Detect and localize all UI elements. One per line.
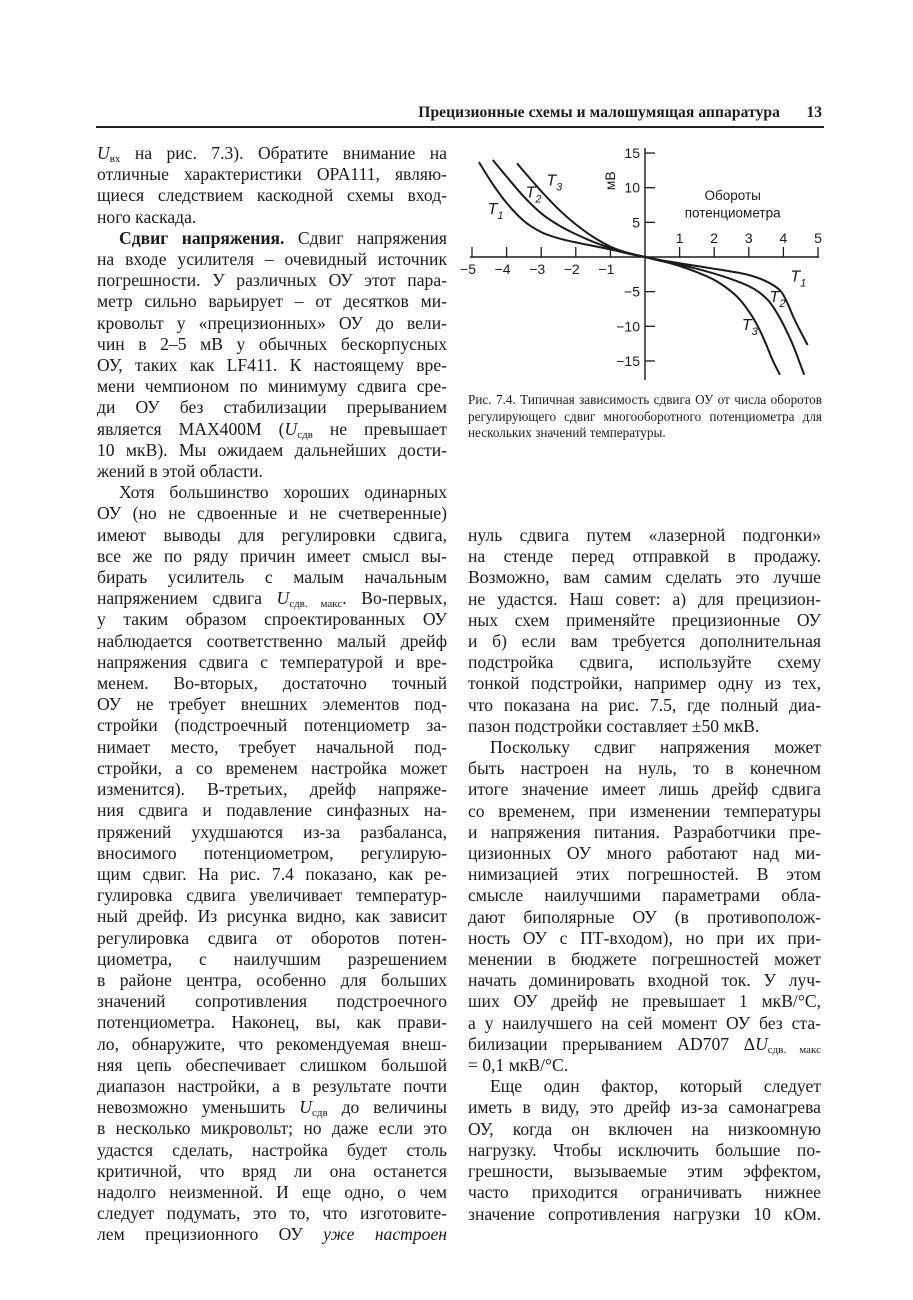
text-run: нимизацией этих погрешностей. В этом bbox=[468, 864, 821, 885]
paragraph bbox=[468, 525, 821, 737]
x-tick-label: 1 bbox=[675, 230, 684, 246]
text-run: и б) если вам требуется дополнительная bbox=[468, 631, 821, 652]
text-line bbox=[97, 779, 447, 800]
right-column bbox=[468, 525, 821, 1225]
x-axis-label: потенциометра bbox=[684, 205, 781, 221]
text-run: U bbox=[276, 588, 290, 609]
text-line bbox=[97, 715, 447, 736]
text-line bbox=[97, 249, 447, 270]
text-line bbox=[468, 546, 821, 567]
text-line bbox=[97, 588, 447, 609]
text-run: U bbox=[755, 1033, 768, 1054]
x-tick-label: 4 bbox=[779, 230, 788, 246]
text-line bbox=[468, 1013, 821, 1034]
text-line bbox=[97, 737, 447, 758]
text-line bbox=[97, 525, 447, 546]
text-run: не удастся. Наш совет: а) для прецизион- bbox=[468, 588, 821, 609]
text-line bbox=[468, 1097, 821, 1118]
text-run: уже настроен bbox=[323, 1224, 447, 1245]
y-tick-label: −5 bbox=[624, 283, 640, 300]
labels bbox=[488, 171, 807, 337]
page-header bbox=[96, 102, 824, 128]
text-run: вносимого потенциометром, регулирую- bbox=[97, 842, 447, 863]
text-run: ших ОУ дрейф не превышает 1 мкВ/°С, bbox=[468, 991, 821, 1012]
text-run: менем. Во-вторых, достаточно точный bbox=[97, 673, 447, 694]
text-line bbox=[97, 758, 447, 779]
subscript: сдв. макс bbox=[767, 1043, 821, 1056]
text-run: и напряжения питания. Разработчики пре- bbox=[468, 821, 821, 842]
text-run: изменится). В-третьих, дрейф напряже- bbox=[97, 779, 447, 800]
text-line bbox=[468, 652, 821, 673]
y-tick-label: −15 bbox=[616, 352, 640, 369]
x-tick-label: −1 bbox=[598, 261, 615, 277]
text-run: регулировка сдвига от оборотов потен- bbox=[97, 927, 447, 948]
text-run: ло, обнаружите, что рекомендуемая внеш- bbox=[97, 1033, 447, 1054]
text-run: напряжением сдвига bbox=[97, 588, 277, 609]
text-run: наблюдается соответственно малый дрейф bbox=[97, 630, 447, 651]
text-line bbox=[97, 567, 447, 588]
text-line bbox=[468, 907, 821, 928]
text-line bbox=[97, 482, 447, 503]
text-run: ния сдвига и подавление синфазных на- bbox=[97, 800, 447, 821]
text-run: ных схем применяйте прецизионные ОУ bbox=[468, 609, 821, 630]
offset-vs-turns-chart bbox=[460, 140, 830, 380]
text-run: чин в 2–5 мВ у обычных бескорпусных bbox=[97, 333, 447, 354]
text-run: пряжений ухудшаются из-за разбаланса, bbox=[97, 821, 447, 842]
text-line bbox=[97, 291, 447, 312]
curve-label-subscript: 2 bbox=[779, 298, 786, 311]
subscript: вх bbox=[109, 153, 121, 165]
text-run: щиеся следствием каскодной схемы вход- bbox=[97, 185, 447, 206]
text-line bbox=[97, 376, 447, 397]
paragraph bbox=[97, 482, 447, 1245]
x-tick-label: −3 bbox=[529, 261, 546, 277]
curve-label-subscript: 1 bbox=[800, 277, 807, 290]
text-line bbox=[468, 1055, 821, 1076]
text-line bbox=[468, 567, 821, 588]
text-line bbox=[97, 313, 447, 334]
text-run: Сдвиг напряжения bbox=[284, 227, 447, 248]
text-line bbox=[97, 800, 447, 821]
figure-7-4 bbox=[460, 140, 830, 380]
text-run: щим сдвиг. На рис. 7.4 показано, как ре- bbox=[97, 863, 447, 884]
x-tick-label: 3 bbox=[744, 230, 753, 246]
text-run: у таким образом спроектированных ОУ bbox=[97, 609, 447, 630]
curve-label-t3 bbox=[546, 173, 563, 194]
text-line bbox=[468, 1034, 821, 1055]
text-line bbox=[468, 695, 821, 716]
left-column bbox=[97, 143, 447, 1246]
text-run: ОУ, когда он включен на низкоомную bbox=[468, 1118, 821, 1139]
text-line bbox=[97, 440, 447, 461]
text-run: грешности, вызываемые этим эффектом, bbox=[468, 1161, 821, 1182]
text-line bbox=[97, 1118, 447, 1139]
text-run: значений сопротивления подстроечного bbox=[97, 991, 447, 1012]
text-run: иметь в виду, это дрейф из-за самонагрева bbox=[468, 1097, 821, 1118]
text-run: Поскольку сдвиг напряжения может bbox=[490, 737, 821, 758]
x-tick-label: −4 bbox=[494, 261, 511, 277]
text-line bbox=[468, 716, 821, 737]
text-run: в несколько микровольт; но даже если это bbox=[97, 1118, 447, 1139]
text-run: что показана на рис. 7.5, где полный диа- bbox=[468, 694, 821, 715]
text-line bbox=[468, 589, 821, 610]
text-run: потенциометра. Наконец, вы, как прави- bbox=[97, 1012, 447, 1033]
curve-label-main: T bbox=[525, 184, 536, 202]
text-run: имеют выводы для регулировки сдвига, bbox=[97, 524, 447, 545]
text-line bbox=[468, 758, 821, 779]
run-in-heading: Сдвиг напряжения. bbox=[119, 227, 285, 248]
curve-label-subscript: 3 bbox=[556, 181, 563, 194]
text-run: U bbox=[97, 143, 110, 163]
text-line bbox=[97, 1161, 447, 1182]
text-run: следует подумать, это то, что изготовите- bbox=[97, 1203, 447, 1224]
text-run: менении в бюджете погрешностей может bbox=[468, 949, 821, 970]
curve-label-main: T bbox=[741, 316, 752, 334]
text-run: цизионных ОУ много работают над ми- bbox=[468, 843, 821, 864]
text-line bbox=[468, 885, 821, 906]
text-line bbox=[97, 843, 447, 864]
x-tick-label: 5 bbox=[814, 230, 822, 246]
text-run: стройки (подстроечный потенциометр за- bbox=[97, 715, 447, 736]
text-run: лем прецизионного ОУ bbox=[97, 1224, 324, 1245]
text-run: = 0,1 мкВ/°С. bbox=[468, 1055, 569, 1076]
text-run: итоге значение имеет лишь дрейф сдвига bbox=[468, 779, 821, 800]
text-run: часто приходится ограничивать нижнее bbox=[468, 1182, 821, 1203]
text-line bbox=[468, 1119, 821, 1140]
y-tick-label: 10 bbox=[624, 179, 640, 196]
text-run: Еще один фактор, который следует bbox=[490, 1076, 821, 1097]
text-run: ный дрейф. Из рисунка видно, как зависит bbox=[97, 906, 447, 927]
y-tick-label: −10 bbox=[616, 318, 640, 335]
text-line bbox=[97, 207, 447, 228]
text-run: напряжения сдвига с температурой и вре- bbox=[97, 651, 447, 672]
text-line bbox=[468, 1140, 821, 1161]
text-run: жений в этой области. bbox=[97, 461, 263, 482]
text-line bbox=[97, 546, 447, 567]
text-run: билизации прерыванием AD707 Δ bbox=[468, 1033, 756, 1054]
text-run: U bbox=[299, 1097, 312, 1118]
text-line bbox=[97, 673, 447, 694]
text-line bbox=[468, 631, 821, 652]
text-line bbox=[97, 949, 447, 970]
text-line bbox=[468, 737, 821, 758]
text-line bbox=[97, 652, 447, 673]
text-run: Хотя большинство хороших одинарных bbox=[119, 482, 447, 503]
text-run: нуль сдвига путем «лазерной подгонки» bbox=[468, 525, 821, 545]
text-run: надолго неизменной. И еще одно, о чем bbox=[97, 1181, 447, 1202]
text-line bbox=[468, 843, 821, 864]
text-run: на стенде перед отправкой в продажу. bbox=[468, 546, 821, 567]
curve-label-t1 bbox=[488, 201, 504, 222]
text-run: 10 мкВ). Мы ожидаем дальнейших дости- bbox=[97, 439, 447, 460]
text-line bbox=[468, 949, 821, 970]
text-run: ность ОУ с ПТ-входом), но при их при- bbox=[468, 927, 821, 948]
text-run: ди ОУ без стабилизации прерыванием bbox=[97, 397, 447, 418]
text-run: отличные характеристики OPA111, являю- bbox=[97, 164, 447, 185]
y-tick-label: 5 bbox=[632, 214, 640, 231]
text-line bbox=[97, 461, 447, 482]
text-line bbox=[468, 864, 821, 885]
y-axis-label: мВ bbox=[602, 171, 618, 191]
text-run: U bbox=[284, 418, 298, 439]
text-line bbox=[468, 525, 821, 546]
text-line bbox=[97, 419, 447, 440]
paragraph bbox=[468, 737, 821, 1076]
text-line bbox=[468, 970, 821, 991]
text-run: до величины bbox=[327, 1097, 447, 1118]
text-line bbox=[468, 673, 821, 694]
text-run: нагрузку. Чтобы исключить большие по- bbox=[468, 1139, 821, 1160]
text-run: гулировка сдвига увеличивает температур- bbox=[97, 885, 447, 906]
text-run: мени чемпионом по минимуму сдвига сре- bbox=[97, 376, 447, 397]
text-line bbox=[468, 991, 821, 1012]
text-run: в районе центра, особенно для больших bbox=[97, 969, 447, 990]
text-line bbox=[468, 1182, 821, 1203]
curve-label-subscript: 2 bbox=[535, 193, 542, 206]
text-run: дают биполярные ОУ (в противополож- bbox=[468, 906, 821, 927]
text-line bbox=[97, 928, 447, 949]
text-run: удастся сделать, настройка будет столь bbox=[97, 1139, 447, 1160]
y-tick-label: 15 bbox=[624, 145, 640, 162]
text-line bbox=[97, 228, 447, 249]
text-line bbox=[97, 1097, 447, 1118]
curve-label-main: T bbox=[487, 201, 498, 219]
text-run: начать доминировать входной ток. У луч- bbox=[468, 970, 821, 991]
text-line bbox=[97, 185, 447, 206]
x-tick-label: 2 bbox=[710, 230, 719, 246]
text-run: ОУ не требует внешних элементов под- bbox=[97, 694, 447, 715]
text-run: няя цепь обеспечивает слишком большой bbox=[97, 1054, 447, 1075]
text-run: стройки, а со временем настройка может bbox=[97, 757, 447, 778]
x-tick-label: −5 bbox=[460, 261, 476, 277]
text-run: на входе усилителя – очевидный источник bbox=[97, 249, 447, 270]
text-line bbox=[97, 1224, 447, 1245]
curve-label-subscript: 3 bbox=[751, 325, 758, 338]
text-line bbox=[468, 801, 821, 822]
text-run: все же по ряду причин имеет смысл вы- bbox=[97, 545, 447, 566]
text-line bbox=[97, 334, 447, 355]
text-run: тонкой подстройки, например одну из тех, bbox=[468, 673, 821, 694]
text-line bbox=[97, 397, 447, 418]
text-run: кровольт у «прецизионных» ОУ до вели- bbox=[97, 312, 447, 333]
curve-label-subscript: 1 bbox=[497, 210, 504, 223]
text-line bbox=[468, 928, 821, 949]
text-line bbox=[97, 694, 447, 715]
text-line bbox=[97, 1140, 447, 1161]
text-run: невозможно уменьшить bbox=[97, 1097, 300, 1118]
text-line bbox=[97, 1055, 447, 1076]
text-run: смысле наилучшими параметрами обла- bbox=[468, 885, 821, 906]
x-tick-label: −2 bbox=[563, 261, 580, 277]
text-line bbox=[97, 1076, 447, 1097]
text-line bbox=[97, 1182, 447, 1203]
subscript: сдв bbox=[311, 1107, 328, 1120]
text-run: а у наилучшего на сей момент ОУ без ста- bbox=[468, 1012, 821, 1033]
text-line bbox=[97, 355, 447, 376]
text-run: . Во-первых, bbox=[342, 588, 447, 609]
paragraph bbox=[468, 1076, 821, 1224]
text-run: ного каскада. bbox=[97, 206, 197, 227]
curve-label-main: T bbox=[769, 289, 780, 307]
text-line bbox=[468, 1161, 821, 1182]
text-line bbox=[97, 503, 447, 524]
text-run: быть настроен на нуль, то в конечном bbox=[468, 758, 821, 779]
paragraph bbox=[97, 228, 447, 482]
text-line bbox=[97, 164, 447, 185]
text-run: не превышает bbox=[312, 418, 447, 439]
text-line bbox=[468, 610, 821, 631]
curve-label-t3 bbox=[742, 317, 759, 338]
text-line bbox=[97, 885, 447, 906]
text-line bbox=[468, 822, 821, 843]
text-run: бирать усилитель с малым начальным bbox=[97, 567, 447, 588]
text-run: значение сопротивления нагрузки 10 кОм. bbox=[468, 1203, 821, 1224]
text-run: метр сильно варьирует – от десятков ми- bbox=[97, 291, 447, 312]
subscript: сдв bbox=[297, 428, 313, 441]
text-run: ОУ, таких как LF411. К настоящему вре- bbox=[97, 355, 447, 376]
paragraph bbox=[97, 143, 447, 228]
text-line bbox=[97, 270, 447, 291]
text-run: со временем, при изменении температуры bbox=[468, 800, 821, 821]
text-line bbox=[97, 631, 447, 652]
page-number: 13 bbox=[806, 104, 822, 121]
text-line bbox=[97, 822, 447, 843]
text-line bbox=[97, 1034, 447, 1055]
text-line bbox=[468, 1204, 821, 1225]
text-run: диапазон настройки, а в результате почти bbox=[97, 1075, 447, 1096]
text-line bbox=[97, 991, 447, 1012]
text-line bbox=[468, 779, 821, 800]
running-title: Прецизионные схемы и малошумящая аппаратура bbox=[418, 104, 780, 121]
curve-label-main: T bbox=[790, 268, 801, 286]
text-run: пазон подстройки составляет ±50 мкВ. bbox=[468, 715, 760, 736]
text-run: критичной, что вряд ли она останется bbox=[97, 1160, 447, 1181]
text-run: циометра, с наилучшим разрешением bbox=[97, 948, 447, 969]
curve-label-main: T bbox=[546, 172, 557, 190]
text-line bbox=[97, 609, 447, 630]
text-run: является MAX400M ( bbox=[97, 418, 285, 439]
text-run: на рис. 7.3). Обратите внимание на bbox=[120, 143, 447, 163]
text-run: погрешности. У различных ОУ этот пара- bbox=[97, 270, 447, 291]
subscript: сдв. макс bbox=[289, 598, 343, 611]
text-line bbox=[97, 1203, 447, 1224]
x-axis-label: Обороты bbox=[704, 188, 761, 204]
text-line bbox=[97, 143, 447, 164]
text-line bbox=[97, 906, 447, 927]
text-line bbox=[97, 864, 447, 885]
text-line bbox=[468, 1076, 821, 1097]
text-run: подстройка сдвига, используйте схему bbox=[468, 652, 821, 673]
curve-label-t1 bbox=[790, 268, 806, 289]
text-run: нимает место, требует начальной под- bbox=[97, 736, 447, 757]
text-run: ОУ (но не сдвоенные и не счетверенные) bbox=[97, 503, 447, 524]
text-line bbox=[97, 970, 447, 991]
text-line bbox=[97, 1012, 447, 1033]
text-run: Возможно, вам самим сделать это лучше bbox=[468, 567, 821, 588]
figure-caption: Рис. 7.4. Типичная зависимость сдвига ОУ от числа оборотов регулирующего сдвиг многооборотного потенциометра для нескольких значений температуры. bbox=[468, 392, 822, 440]
